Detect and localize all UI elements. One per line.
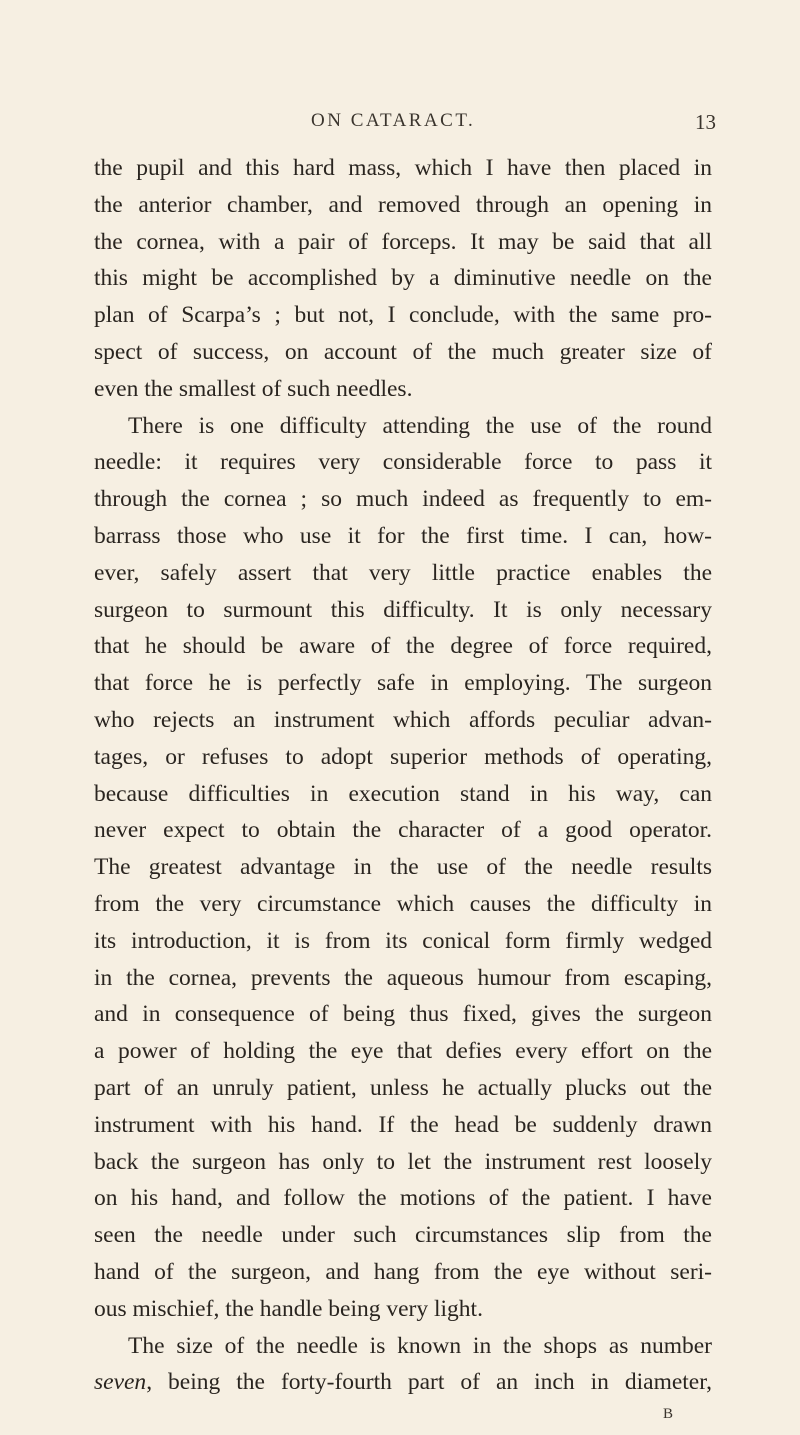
- text-line: because difficulties in execution stand in his way, can: [94, 780, 712, 807]
- text-line: back the surgeon has only to let the instrument rest loosely: [94, 1148, 712, 1175]
- running-head: [0, 110, 800, 140]
- text-line: from the very circumstance which causes the difficulty in: [94, 890, 712, 917]
- text-line: on his hand, and follow the motions of the patient. I have: [94, 1185, 712, 1212]
- text-line: barrass those who use it for the first time. I can, how-: [94, 522, 712, 549]
- text-line: The greatest advantage in the use of the needle results: [94, 854, 712, 881]
- text-line: in the cornea, prevents the aqueous humour from escaping,: [94, 964, 712, 991]
- text-line: never expect to obtain the character of a good operator.: [94, 817, 712, 844]
- italic-word: seven: [94, 1369, 147, 1396]
- text-line: part of an unruly patient, unless he actually plucks out the: [94, 1074, 712, 1101]
- text-line: plan of Scarpa’s ; but not, I conclude, with the same pro-: [94, 302, 712, 329]
- text-line-last: [94, 1364, 712, 1401]
- page-number: 13: [695, 110, 716, 134]
- text-line: a power of holding the eye that defies every effort on the: [94, 1038, 712, 1065]
- text-line: the anterior chamber, and removed through an opening in: [94, 191, 712, 218]
- text-line: ous mischief, the handle being very light.: [94, 1295, 483, 1322]
- text-line: spect of success, on account of the much greater size of: [94, 338, 712, 365]
- text-line: tages, or refuses to adopt superior methods of operating,: [94, 743, 712, 770]
- text-line: There is one difficulty attending the use of the round: [128, 412, 712, 439]
- text-line: and in consequence of being thus fixed, gives the surgeon: [94, 1001, 712, 1028]
- text-line: needle: it requires very considerable force to pass it: [94, 449, 712, 476]
- text-line: the cornea, with a pair of forceps. It may be said that all: [94, 228, 712, 255]
- signature-mark: B: [663, 1406, 675, 1422]
- text-line: seen the needle under such circumstances slip from the: [94, 1222, 712, 1249]
- text-line: The size of the needle is known in the shops as number: [128, 1332, 712, 1359]
- text-line: this might be accomplished by a diminutive needle on the: [94, 265, 712, 292]
- text-line: instrument with his hand. If the head be suddenly drawn: [94, 1111, 712, 1138]
- text-line: that force he is perfectly safe in employing. The surgeon: [94, 670, 712, 697]
- body-text: [94, 150, 712, 1401]
- text-line: ever, safely assert that very little practice enables the: [94, 559, 712, 586]
- text-line: who rejects an instrument which affords peculiar advan-: [94, 706, 712, 733]
- text-line: surgeon to surmount this difficulty. It is only necessary: [94, 596, 712, 623]
- text-line: the pupil and this hard mass, which I have then placed in: [94, 155, 712, 181]
- text-line: hand of the surgeon, and hang from the eye without seri-: [94, 1258, 712, 1285]
- running-title: ON CATARACT.: [311, 110, 476, 131]
- text-line: that he should be aware of the degree of force required,: [94, 633, 712, 660]
- text-line: through the cornea ; so much indeed as frequently to em-: [94, 486, 712, 513]
- last-line-rest: , being the forty-fourth part of an inch in diameter,: [146, 1369, 712, 1396]
- text-line: its introduction, it is from its conical form firmly wedged: [94, 927, 712, 954]
- text-line: even the smallest of such needles.: [94, 375, 413, 402]
